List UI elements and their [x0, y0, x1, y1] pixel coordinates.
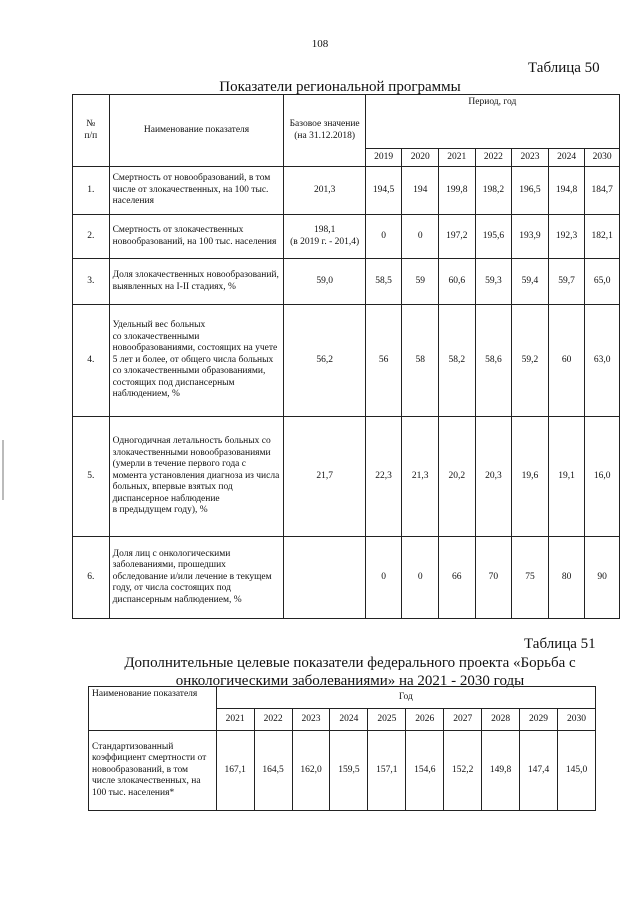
table-row [73, 305, 620, 417]
indicator-name: Доля лиц с онкологическими заболеваниями, прошедших обследование и/или лечение в текущем году, от числа состоящих под диспансерным наблюдением, % [109, 537, 284, 619]
col-header-num: № п/п [73, 95, 110, 167]
year-header: 2023 [512, 149, 549, 167]
year-value: 154,6 [406, 731, 444, 811]
indicator-name: Одногодичная летальность больных со злокачественными новообразованиями (умерли в течение первого года с момента установления диагноза из числа больных, впервые взятых под диспансерное наблюдение в предыдущем году), % [109, 417, 284, 537]
year-value: 59,7 [548, 259, 585, 305]
row-number: 6. [73, 537, 110, 619]
year-value: 147,4 [520, 731, 558, 811]
year-value: 152,2 [444, 731, 482, 811]
year-value: 195,6 [475, 215, 512, 259]
year-value: 199,8 [438, 167, 475, 215]
base-value: 198,1 (в 2019 г. - 201,4) [284, 215, 365, 259]
row-number: 4. [73, 305, 110, 417]
year-header: 2028 [482, 709, 520, 731]
base-value: 21,7 [284, 417, 365, 537]
year-value: 0 [365, 537, 402, 619]
table-51-title: Дополнительные целевые показатели федерального проекта «Борьба с онкологическими заболеваниями» на 2021 - 2030 годы [124, 655, 576, 689]
year-value: 193,9 [512, 215, 549, 259]
table-row [73, 215, 620, 259]
scan-margin-mark [2, 440, 4, 500]
table-row [73, 417, 620, 537]
row-number: 1. [73, 167, 110, 215]
year-header: 2021 [216, 709, 254, 731]
federal-project-indicators-table [88, 686, 596, 811]
year-value: 20,2 [438, 417, 475, 537]
year-value: 59,3 [475, 259, 512, 305]
year-value: 65,0 [585, 259, 620, 305]
year-value: 197,2 [438, 215, 475, 259]
year-value: 20,3 [475, 417, 512, 537]
year-value: 19,1 [548, 417, 585, 537]
col-header-name: Наименование показателя [109, 95, 284, 167]
year-value: 19,6 [512, 417, 549, 537]
year-value: 145,0 [558, 731, 596, 811]
col-header-name: Наименование показателя [89, 687, 217, 731]
year-value: 196,5 [512, 167, 549, 215]
year-value: 162,0 [292, 731, 330, 811]
table-row [89, 731, 596, 811]
row-number: 5. [73, 417, 110, 537]
table-row [73, 537, 620, 619]
year-header: 2030 [558, 709, 596, 731]
year-value: 192,3 [548, 215, 585, 259]
year-header: 2020 [402, 149, 439, 167]
table-50-title: Показатели региональной программы [219, 79, 461, 95]
year-value: 194 [402, 167, 439, 215]
indicator-name: Смертность от злокачественных новообразований, на 100 тыс. населения [109, 215, 284, 259]
year-value: 198,2 [475, 167, 512, 215]
year-header: 2023 [292, 709, 330, 731]
year-header: 2024 [330, 709, 368, 731]
year-header: 2030 [585, 149, 620, 167]
year-value: 56 [365, 305, 402, 417]
year-value: 60,6 [438, 259, 475, 305]
base-value: 201,3 [284, 167, 365, 215]
year-value: 59,4 [512, 259, 549, 305]
year-value: 75 [512, 537, 549, 619]
year-value: 58,6 [475, 305, 512, 417]
table-50-label: Таблица 50 [528, 60, 600, 76]
year-value: 16,0 [585, 417, 620, 537]
table-row [73, 167, 620, 215]
year-header: 2027 [444, 709, 482, 731]
year-value: 149,8 [482, 731, 520, 811]
year-value: 194,8 [548, 167, 585, 215]
year-value: 59 [402, 259, 439, 305]
table-51-label: Таблица 51 [524, 636, 596, 652]
year-value: 58 [402, 305, 439, 417]
year-value: 58,2 [438, 305, 475, 417]
row-number: 3. [73, 259, 110, 305]
base-value: 59,0 [284, 259, 365, 305]
year-value: 63,0 [585, 305, 620, 417]
year-value: 0 [402, 215, 439, 259]
indicator-name: Удельный вес больных со злокачественными новообразованиями, состоящих на учете 5 лет и более, от общего числа больных со злокачественными образованиями, состоящих под диспансерным наблюдением, % [109, 305, 284, 417]
year-value: 60 [548, 305, 585, 417]
year-value: 66 [438, 537, 475, 619]
year-header: 2024 [548, 149, 585, 167]
year-value: 58,5 [365, 259, 402, 305]
year-value: 80 [548, 537, 585, 619]
year-value: 182,1 [585, 215, 620, 259]
indicator-name: Стандартизованный коэффициент смертности от новообразований, в том числе злокачественных, на 100 тыс. населения* [89, 731, 217, 811]
year-value: 59,2 [512, 305, 549, 417]
year-header: 2019 [365, 149, 402, 167]
col-header-period: Период, год [365, 95, 619, 149]
year-value: 184,7 [585, 167, 620, 215]
indicator-name: Смертность от новообразований, в том числе от злокачественных, на 100 тыс. населения [109, 167, 284, 215]
year-header: 2026 [406, 709, 444, 731]
year-header: 2029 [520, 709, 558, 731]
year-value: 164,5 [254, 731, 292, 811]
year-value: 167,1 [216, 731, 254, 811]
year-value: 21,3 [402, 417, 439, 537]
year-value: 70 [475, 537, 512, 619]
year-value: 22,3 [365, 417, 402, 537]
year-header: 2022 [254, 709, 292, 731]
year-header: 2022 [475, 149, 512, 167]
col-header-year-group: Год [216, 687, 595, 709]
year-value: 90 [585, 537, 620, 619]
indicator-name: Доля злокачественных новообразований, выявленных на I-II стадиях, % [109, 259, 284, 305]
year-value: 157,1 [368, 731, 406, 811]
regional-program-indicators-table [72, 94, 620, 619]
col-header-base: Базовое значение (на 31.12.2018) [284, 95, 365, 167]
year-value: 194,5 [365, 167, 402, 215]
base-value: 56,2 [284, 305, 365, 417]
year-value: 0 [402, 537, 439, 619]
table-row [73, 259, 620, 305]
base-value [284, 537, 365, 619]
year-value: 159,5 [330, 731, 368, 811]
page-number: 108 [311, 38, 329, 50]
year-header: 2025 [368, 709, 406, 731]
row-number: 2. [73, 215, 110, 259]
year-header: 2021 [438, 149, 475, 167]
year-value: 0 [365, 215, 402, 259]
